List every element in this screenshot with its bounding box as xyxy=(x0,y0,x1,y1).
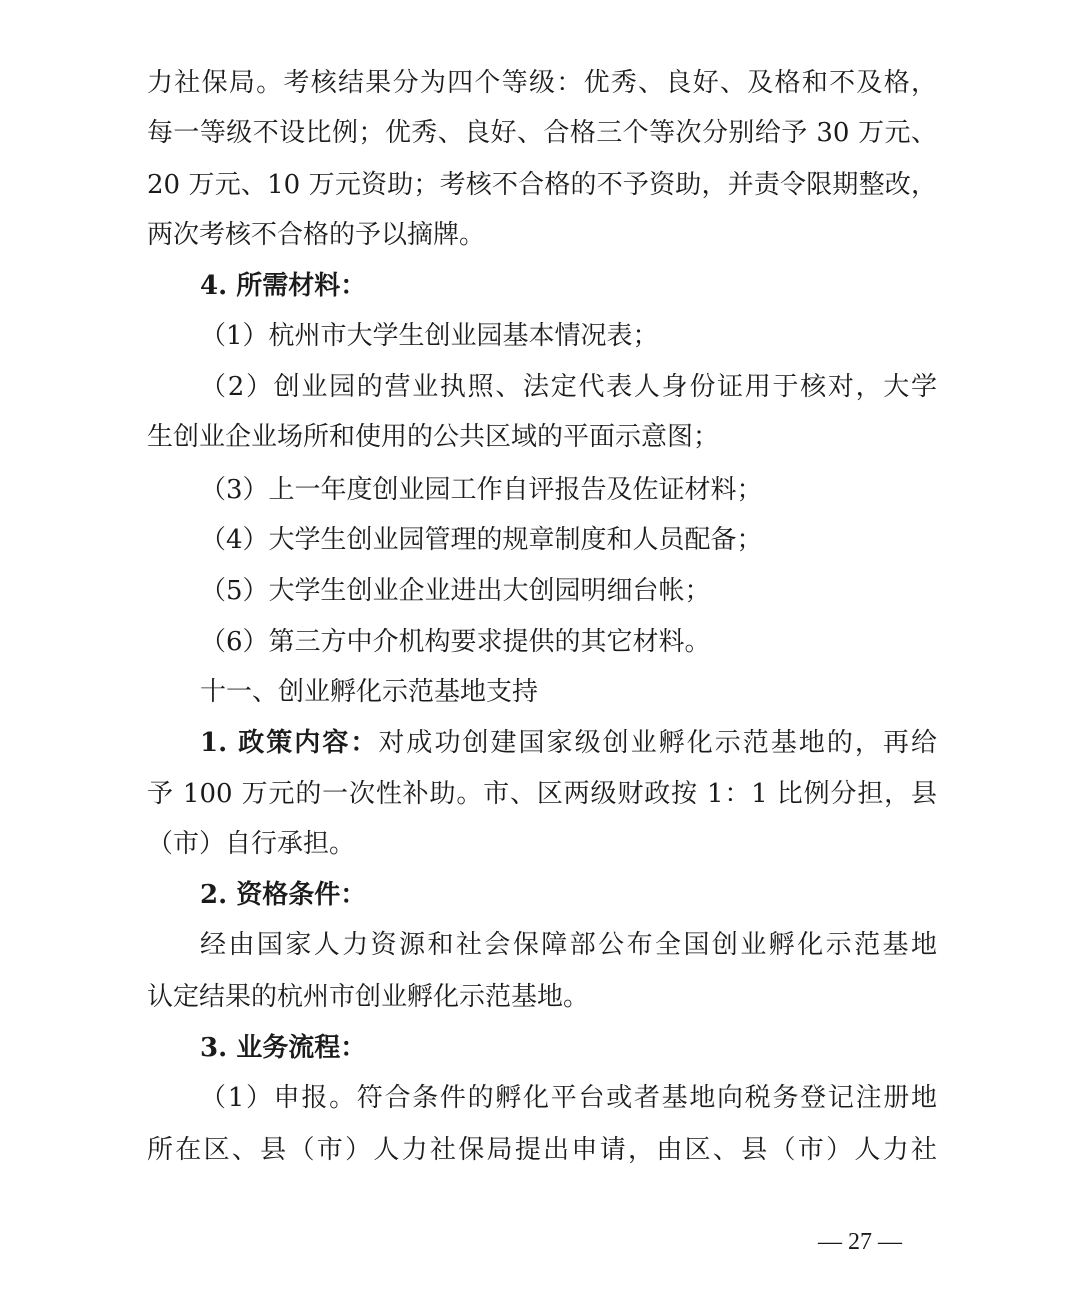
material-item: （4）大学生创业园管理的规章制度和人员配备； xyxy=(200,525,763,555)
policy-label: 1. 政策内容： xyxy=(200,728,379,758)
material-item-continuation: 生创业企业场所和使用的公共区域的平面示意图； xyxy=(147,422,720,452)
material-item: （1）杭州市大学生创业园基本情况表； xyxy=(200,321,659,351)
paragraph-line: 所在区、县（市）人力社保局提出申请，由区、县（市）人力社 xyxy=(147,1135,937,1165)
material-item: （5）大学生创业企业进出大创园明细台帐； xyxy=(200,576,711,606)
paragraph-line: （市）自行承担。 xyxy=(147,829,356,859)
section-heading-materials: 4. 所需材料： xyxy=(200,271,367,301)
policy-line xyxy=(200,718,937,768)
paragraph-line: 20 万元、10 万元资助；考核不合格的不予资助，并责令限期整改， xyxy=(147,170,937,200)
policy-text: 对成功创建国家级创业孵化示范基地的，再给 xyxy=(378,728,937,758)
section-heading-process: 3. 业务流程： xyxy=(200,1033,367,1063)
chapter-heading: 十一、创业孵化示范基地支持 xyxy=(200,677,539,707)
material-item: （2）创业园的营业执照、法定代表人身份证用于核对，大学 xyxy=(200,372,937,402)
paragraph-line: 力社保局。考核结果分为四个等级：优秀、良好、及格和不及格， xyxy=(147,68,937,98)
material-item: （6）第三方中介机构要求提供的其它材料。 xyxy=(200,627,711,657)
paragraph-line: （1）申报。符合条件的孵化平台或者基地向税务登记注册地 xyxy=(200,1083,937,1113)
paragraph-line: 认定结果的杭州市创业孵化示范基地。 xyxy=(147,982,590,1012)
paragraph-line: 经由国家人力资源和社会保障部公布全国创业孵化示范基地 xyxy=(200,930,937,960)
paragraph-line: 每一等级不设比例；优秀、良好、合格三个等次分别给予 30 万元、 xyxy=(147,118,937,148)
page-number: — 27 — xyxy=(818,1229,902,1255)
paragraph-line: 予 100 万元的一次性补助。市、区两级财政按 1：1 比例分担，县 xyxy=(147,779,937,809)
material-item: （3）上一年度创业园工作自评报告及佐证材料； xyxy=(200,475,763,505)
paragraph-line: 两次考核不合格的予以摘牌。 xyxy=(147,220,486,250)
section-heading-qualification: 2. 资格条件： xyxy=(200,880,367,910)
